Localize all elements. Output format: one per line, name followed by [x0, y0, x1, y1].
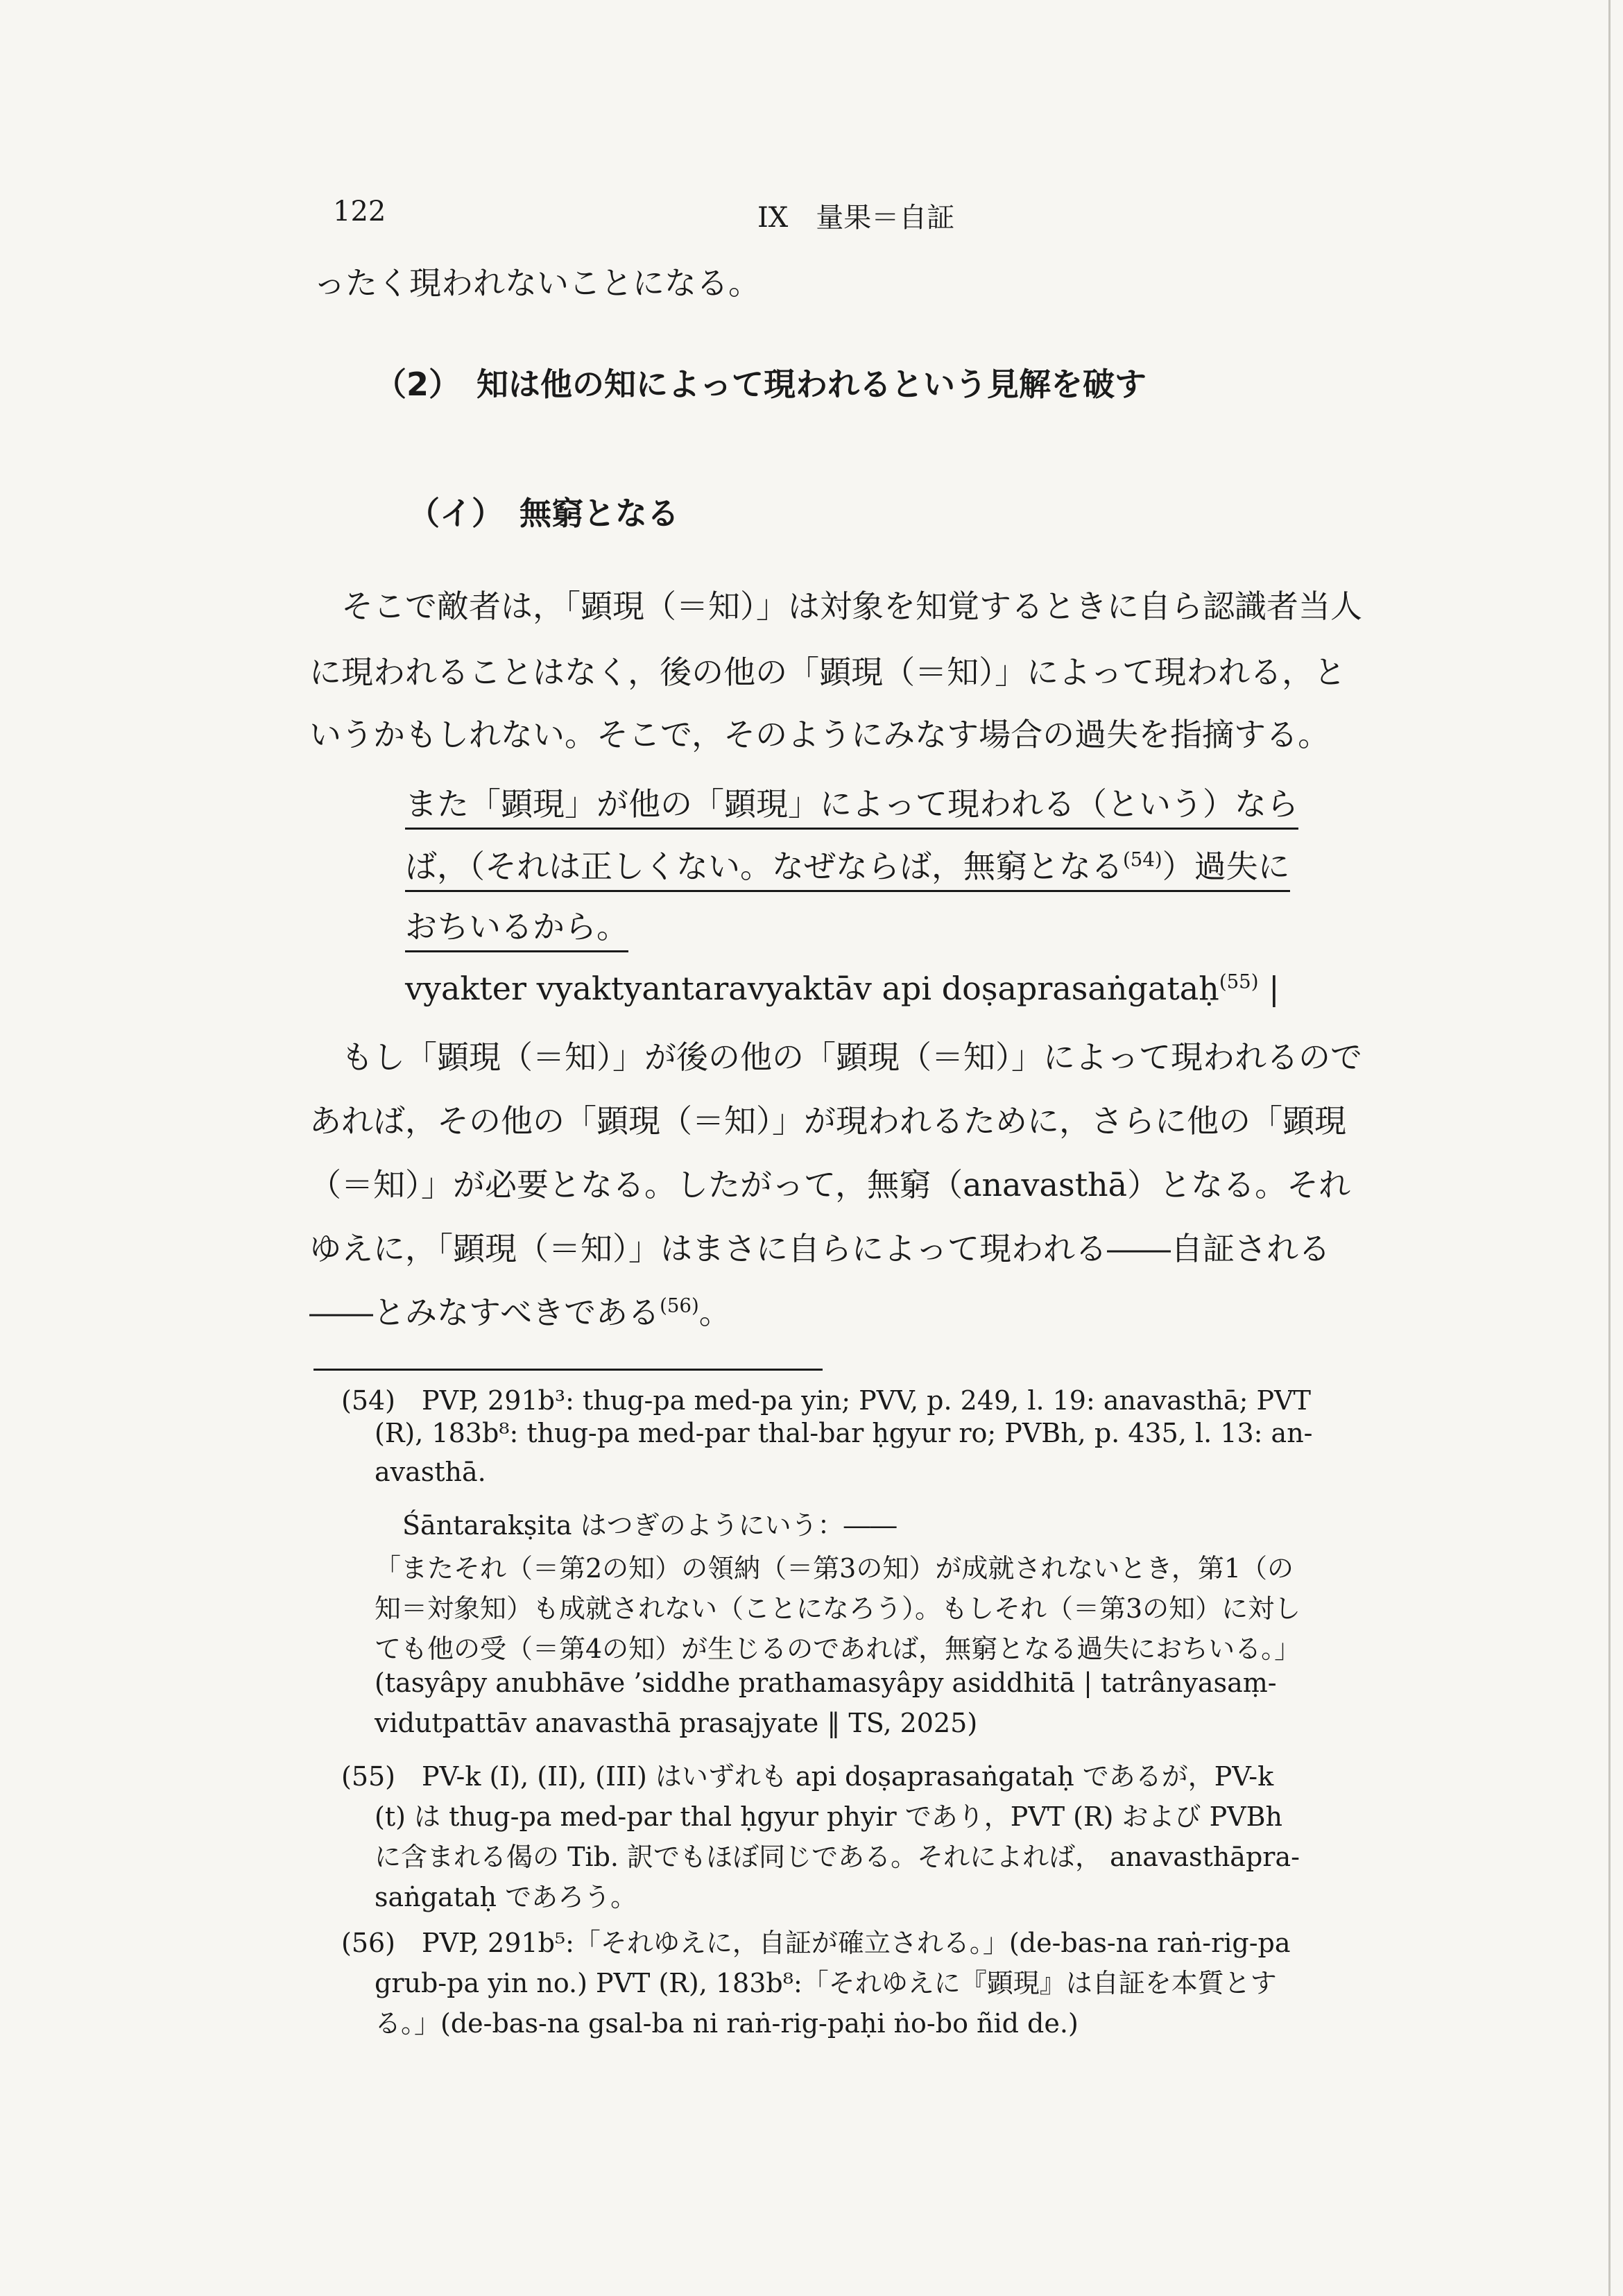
- paragraph-line: あれば，その他の「顕現（＝知）」が現われるために，さらに他の「顕現: [309, 1102, 1346, 1140]
- footnote-55: (55) PV-k (I), (II), (III) はいずれも api doṣaprasaṅgataḥ であるが，PV-k: [341, 1761, 1274, 1792]
- footnote-line: に含まれる偈の Tib. 訳でもほぼ同じである。それによれば， anavasthāpra-: [375, 1842, 1300, 1872]
- page-edge: [1608, 0, 1611, 2296]
- paragraph-line: （＝知）」が必要となる。したがって，無窮（anavasthā）となる。それ: [309, 1166, 1351, 1203]
- footnote-line: grub-pa yin no.) PVT (R), 183b⁸:「それゆえに『顕現』は自証を本質とす: [375, 1968, 1277, 1998]
- footnote-line: (t) は thug-pa med-par thal ḥgyur phyir であり，PVT (R) および PVBh: [375, 1801, 1282, 1832]
- footnote-ref: (55): [1219, 970, 1259, 993]
- section-heading: （2） 知は他の知によって現われるという見解を破す: [375, 366, 1147, 403]
- paragraph-line: ――とみなすべきである$^{(56)}$。: [309, 1294, 731, 1331]
- footnote-54: (54) PVP, 291b³: thug-pa med-pa yin; PVV, p. 249, l. 19: anavasthā; PVT: [341, 1385, 1311, 1416]
- footnote-line: 「またそれ（＝第2の知）の領納（＝第3の知）が成就されないとき，第1（の: [375, 1553, 1294, 1584]
- footnote-ref: (56): [660, 1294, 699, 1317]
- footnote-line: (R), 183b⁸: thug-pa med-par thal-bar ḥgyur ro; PVBh, p. 435, l. 13: an-: [375, 1418, 1313, 1448]
- quote-line: また「顕現」が他の「顕現」によって現われる（という）なら: [405, 779, 1298, 830]
- footnote-line: (tasyâpy anubhāve ’siddhe prathamasyâpy asiddhitā | tatrânyasaṃ-: [375, 1668, 1277, 1698]
- footnote-line: Śāntarakṣita はつぎのようにいう：――: [402, 1510, 897, 1541]
- paragraph-line: に現われることはなく，後の他の「顕現（＝知）」によって現われる，と: [309, 653, 1346, 691]
- text-line: ったく現われないことになる。: [314, 264, 760, 302]
- quote-line: ば，（それは正しくない。なぜならば，無窮となる$^{(54)}$）過失に: [405, 841, 1290, 892]
- footnote-line: る。」(de-bas-na gsal-ba ni raṅ-rig-paḥi ṅo-bo ñid de.): [375, 2008, 1079, 2039]
- footnote-56: (56) PVP, 291b⁵:「それゆえに，自証が確立される。」(de-bas-na raṅ-rig-pa: [341, 1928, 1291, 1958]
- paragraph-line: ゆえに，「顕現（＝知）」はまさに自らによって現われる――自証される: [309, 1230, 1330, 1267]
- paragraph-line: そこで敵者は，「顕現（＝知）」は対象を知覚するときに自ら認識者当人: [341, 588, 1362, 625]
- footnote-ref: (54): [1123, 848, 1162, 871]
- page-number: 122: [333, 196, 386, 228]
- sanskrit-verse: vyakter vyaktyantaravyaktāv api doṣaprasaṅgataḥ$^{(55)}$ |: [405, 970, 1280, 1007]
- running-header: IX 量果＝自証: [757, 202, 955, 234]
- footnote-line: avasthā.: [375, 1457, 486, 1487]
- footnote-line: vidutpattāv anavasthā prasajyate ‖ TS, 2025): [375, 1708, 978, 1738]
- quote-line: おちいるから。: [405, 902, 628, 952]
- footnote-line: ても他の受（＝第4の知）が生じるのであれば，無窮となる過失におちいる。」: [375, 1634, 1301, 1664]
- paragraph-line: いうかもしれない。そこで，そのようにみなす場合の過失を指摘する。: [309, 716, 1330, 753]
- paragraph-line: もし「顕現（＝知）」が後の他の「顕現（＝知）」によって現われるので: [341, 1038, 1362, 1076]
- footnote-rule: [314, 1369, 823, 1371]
- footnote-line: 知＝対象知）も成就されない（ことになろう）。もしそれ（＝第3の知）に対し: [375, 1593, 1301, 1624]
- footnote-line: saṅgataḥ であろう。: [375, 1882, 637, 1912]
- subsection-heading: （イ） 無窮となる: [408, 495, 679, 532]
